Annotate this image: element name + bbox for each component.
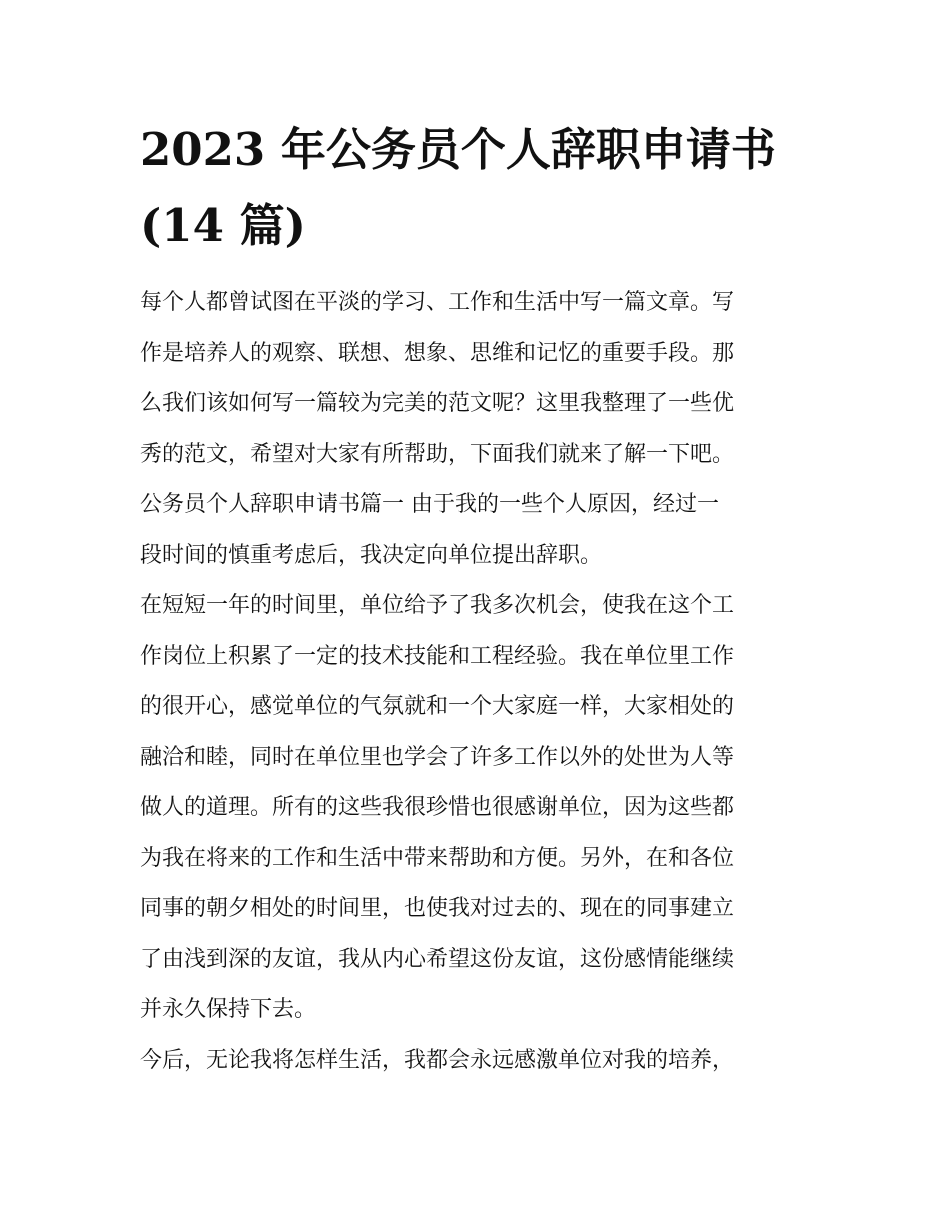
text-line: 段时间的慎重考虑后，我决定向单位提出辞职。 xyxy=(140,542,603,568)
text-line: 么我们该如何写一篇较为完美的范文呢？这里我整理了一些优 xyxy=(140,391,735,416)
text-line: 做人的道理。所有的这些我很珍惜也很感谢单位，因为这些都 xyxy=(140,795,735,820)
text-line: 同事的朝夕相处的时间里，也使我对过去的、现在的同事建立 xyxy=(140,896,735,921)
text-line: 在短短一年的时间里，单位给予了我多次机会，使我在这个工 xyxy=(140,593,735,618)
text-line: 每个人都曾试图在平淡的学习、工作和生活中写一篇文章。写 xyxy=(140,290,735,315)
paragraph-body xyxy=(140,581,812,1036)
document-page xyxy=(140,112,812,1086)
text-line: 并永久保持下去。 xyxy=(140,997,317,1022)
text-line: 公务员个人辞职申请书篇一 由于我的一些个人原因，经过一 xyxy=(140,492,719,517)
text-line: 的很开心，感觉单位的气氛就和一个大家庭一样，大家相处的 xyxy=(140,694,735,719)
paragraph-intro xyxy=(140,278,812,581)
text-line: 融洽和睦，同时在单位里也学会了许多工作以外的处世为人等 xyxy=(140,744,735,770)
text-line: 为我在将来的工作和生活中带来帮助和方便。另外，在和各位 xyxy=(140,845,735,871)
text-line: 秀的范文，希望对大家有所帮助，下面我们就来了解一下吧。 xyxy=(140,441,735,467)
paragraph-closing xyxy=(140,1036,812,1087)
document-title xyxy=(140,112,812,264)
text-line: 作是培养人的观察、联想、想象、思维和记忆的重要手段。那 xyxy=(140,340,735,366)
text-line: 了由浅到深的友谊，我从内心希望这份友谊，这份感情能继续 xyxy=(140,946,735,972)
title-line-1: 2023 年公务员个人辞职申请书 xyxy=(140,123,776,176)
title-line-2: (14 篇) xyxy=(140,199,306,252)
text-line: 今后，无论我将怎样生活，我都会永远感激单位对我的培养， xyxy=(140,1047,735,1073)
text-line: 作岗位上积累了一定的技术技能和工程经验。我在单位里工作 xyxy=(140,643,735,669)
